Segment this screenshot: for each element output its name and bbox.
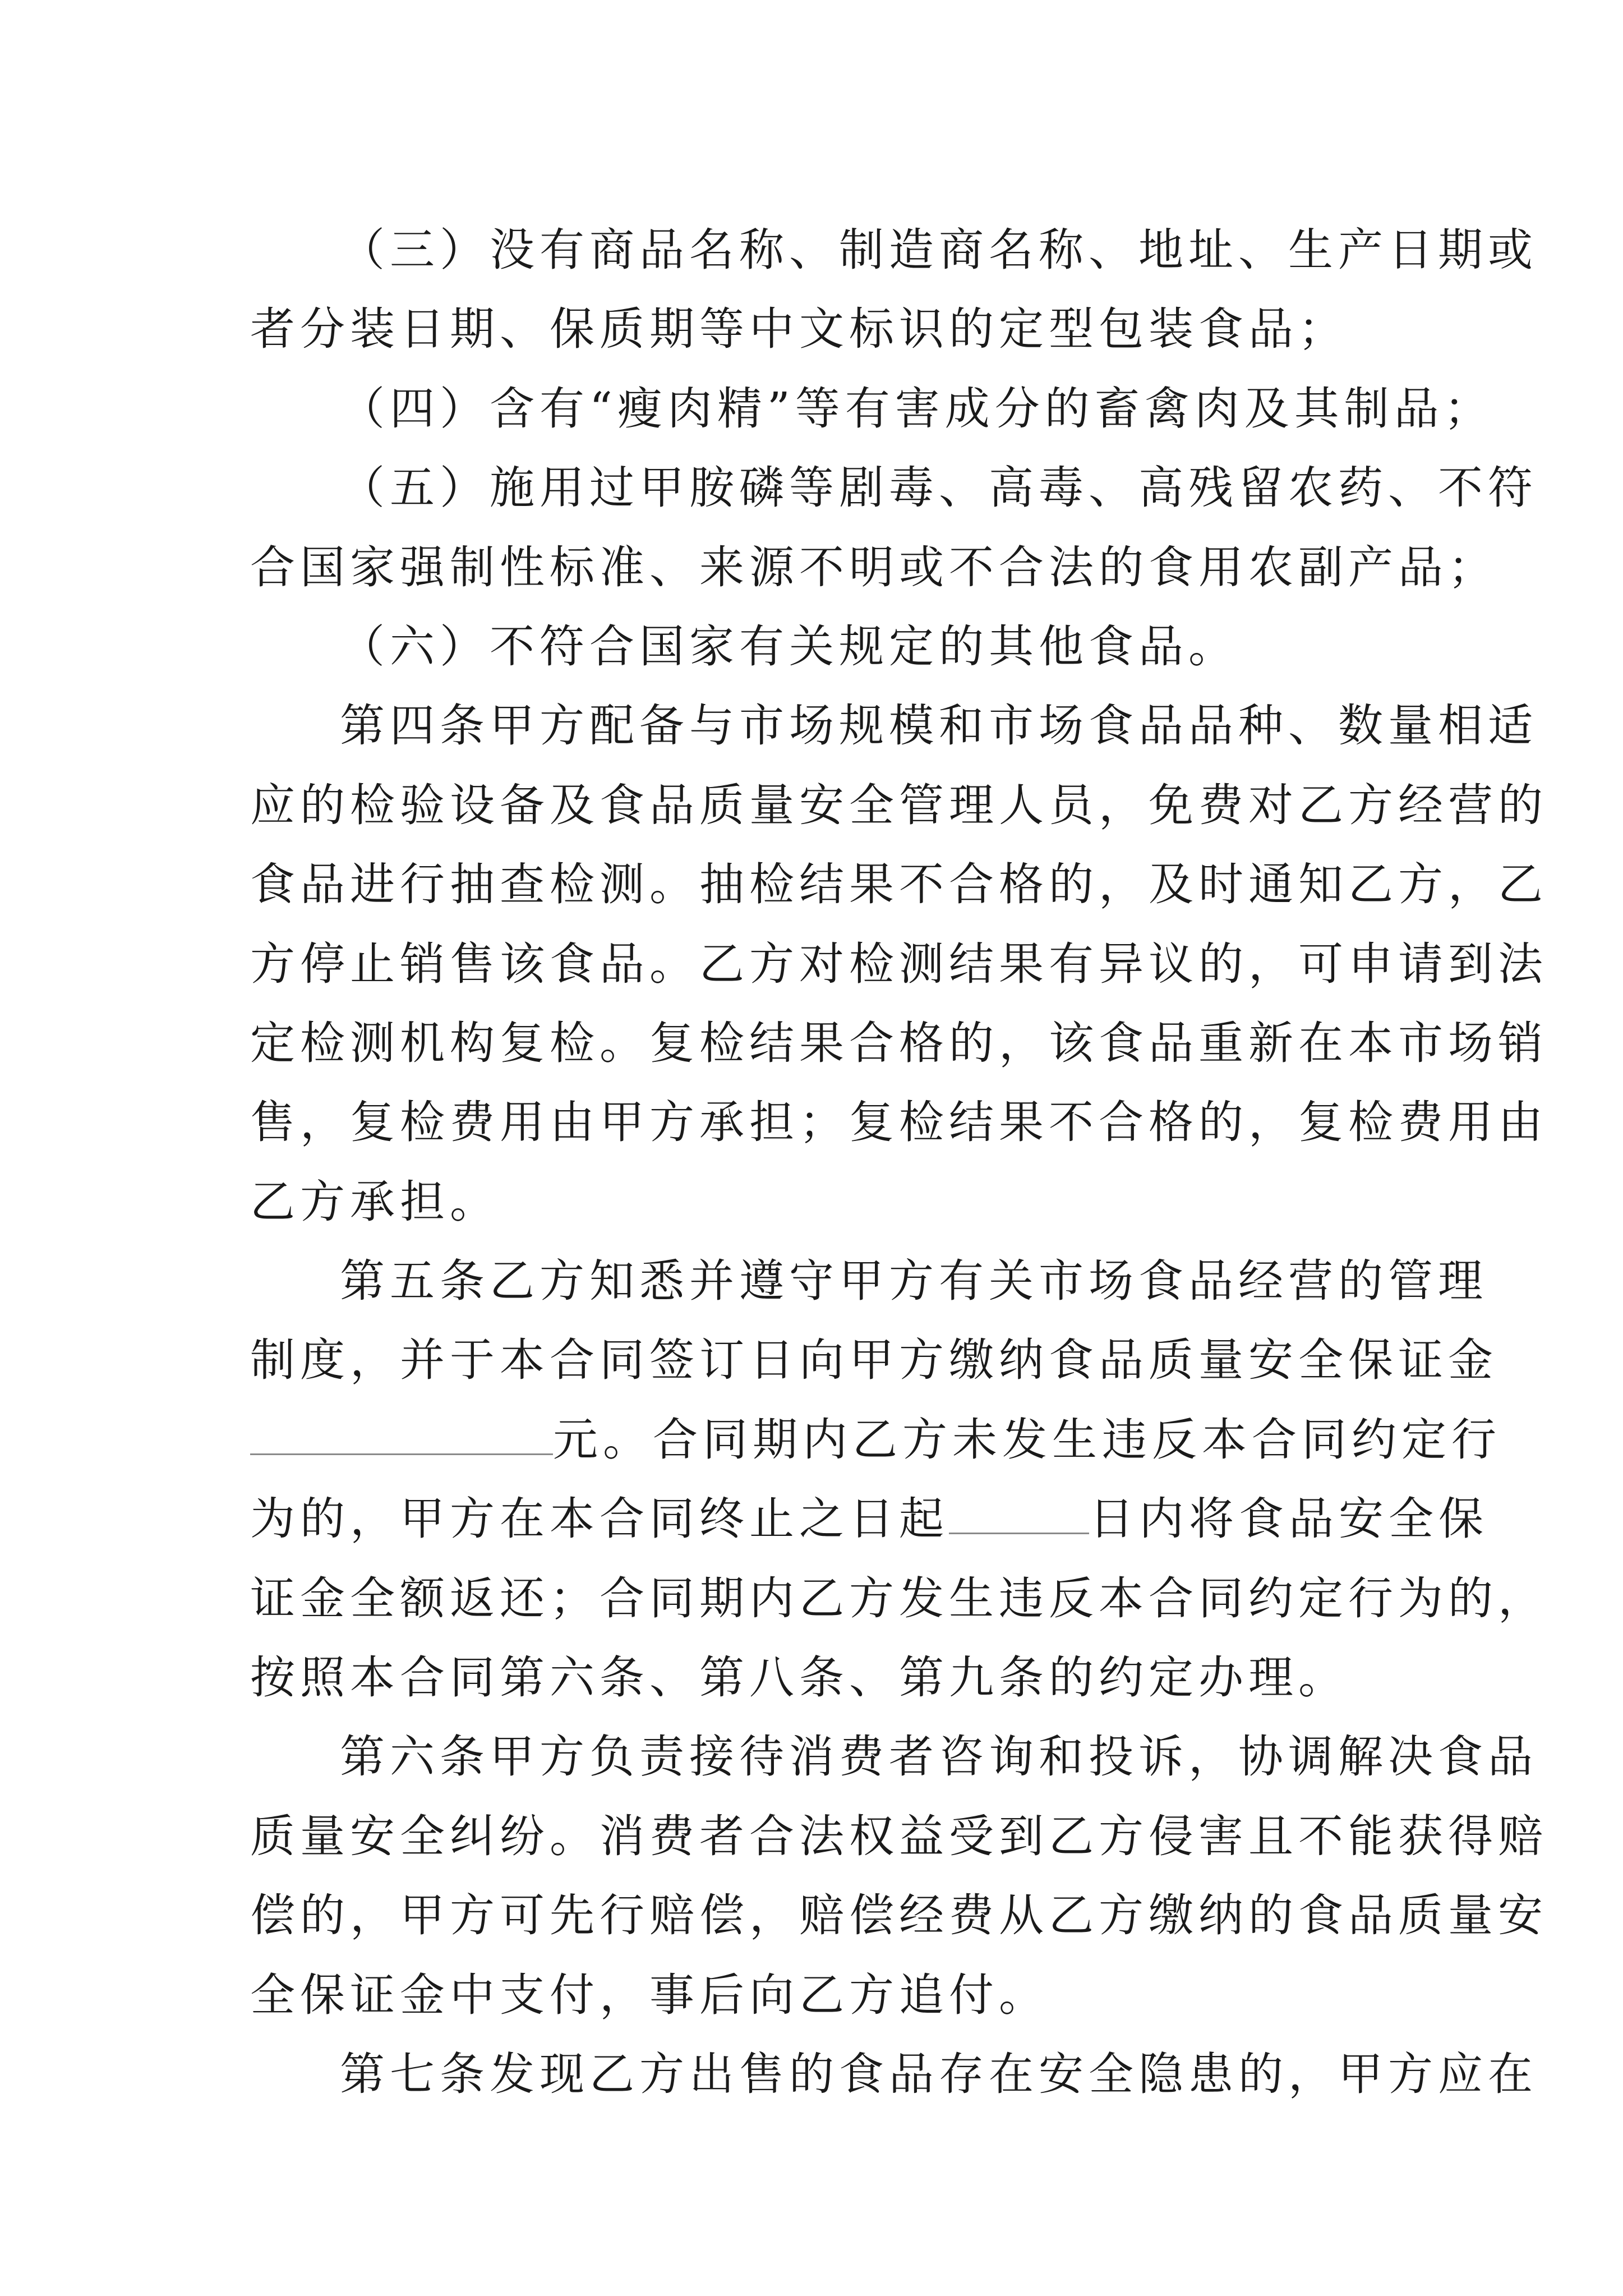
article-5-line-4-text-b: 日内将食品安全保 [1089, 1493, 1488, 1545]
article-4-line-5: 定检测机构复检。复检结果合格的，该食品重新在本市场销 [250, 1016, 1548, 1069]
clause-6-line-1: （六）不符合国家有关规定的其他食品。 [340, 620, 1238, 673]
article-5-line-6: 按照本合同第六条、第八条、第九条的约定办理。 [250, 1651, 1348, 1704]
article-6-line-2: 质量安全纠纷。消费者合法权益受到乙方侵害且不能获得赔 [250, 1810, 1548, 1862]
clause-5-line-1: （五）施用过甲胺磷等剧毒、高毒、高残留农药、不符 [340, 462, 1538, 514]
article-4-line-3: 食品进行抽查检测。抽检结果不合格的，及时通知乙方，乙 [250, 858, 1548, 911]
article-4-line-4: 方停止销售该食品。乙方对检测结果有异议的，可申请到法 [250, 937, 1548, 990]
contract-text [250, 210, 1548, 2114]
article-5-line-4 [250, 1479, 1488, 1558]
article-6-line-4: 全保证金中支付，事后向乙方追付。 [250, 1968, 1049, 2021]
deposit-amount-blank[interactable] [250, 1416, 553, 1455]
article-5-line-1: 第五条乙方知悉并遵守甲方有关市场食品经营的管理 [340, 1255, 1488, 1308]
article-5-line-5: 证金全额返还；合同期内乙方发生违反本合同约定行为的， [250, 1572, 1548, 1625]
article-5-line-3-text: 元。合同期内乙方未发生违反本合同约定行 [553, 1413, 1501, 1466]
clause-4-line-1: （四）含有“瘦肉精”等有害成分的畜禽肉及其制品； [340, 382, 1494, 435]
article-4-line-6: 售，复检费用由甲方承担；复检结果不合格的，复检费用由 [250, 1096, 1548, 1149]
article-4-line-1: 第四条甲方配备与市场规模和市场食品品种、数量相适 [340, 700, 1538, 752]
article-4-line-2: 应的检验设备及食品质量安全管理人员，免费对乙方经营的 [250, 779, 1548, 831]
article-5-line-4-text-a: 为的，甲方在本合同终止之日起 [250, 1493, 949, 1545]
clause-3-line-1: （三）没有商品名称、制造商名称、地址、生产日期或 [340, 224, 1538, 276]
return-days-blank[interactable] [949, 1496, 1089, 1534]
article-5-line-3 [250, 1400, 1501, 1479]
clause-3-line-2: 者分装日期、保质期等中文标识的定型包装食品； [250, 303, 1348, 356]
article-4-line-7: 乙方承担。 [250, 1175, 500, 1228]
article-7-line-1: 第七条发现乙方出售的食品存在安全隐患的，甲方应在 [340, 2047, 1538, 2100]
article-6-line-3: 偿的，甲方可先行赔偿，赔偿经费从乙方缴纳的食品质量安 [250, 1889, 1548, 1942]
article-5-line-2: 制度，并于本合同签订日向甲方缴纳食品质量安全保证金 [250, 1334, 1498, 1387]
clause-5-line-2: 合国家强制性标准、来源不明或不合法的食用农副产品； [250, 541, 1498, 593]
article-6-line-1: 第六条甲方负责接待消费者咨询和投诉，协调解决食品 [340, 1731, 1538, 1783]
